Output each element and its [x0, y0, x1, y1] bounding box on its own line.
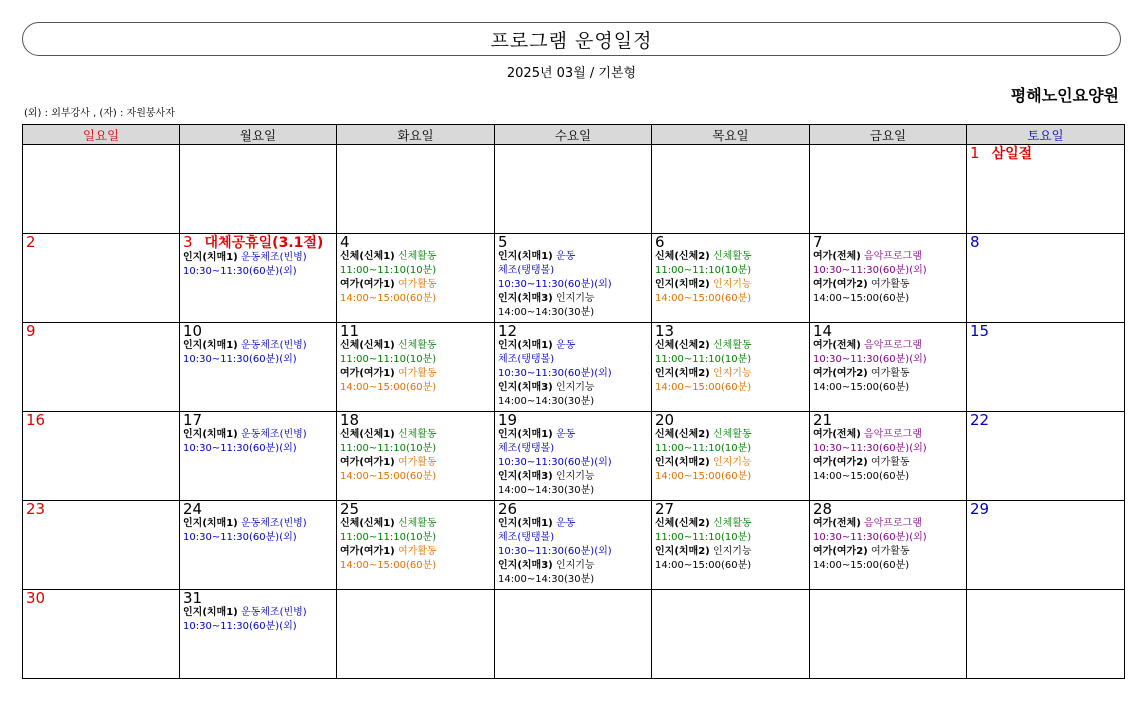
day-cell [810, 501, 967, 590]
page-title: 프로그램 운영일정 [490, 29, 653, 52]
weekday-header: 금요일 [810, 125, 967, 145]
day-number: 29 [970, 500, 990, 518]
fri-event-1: 여가(전체) 음악프로그램 10:30~11:30(60분)(외) [813, 340, 927, 365]
wed-event-2: 인지(치매3) 인지기능 14:00~14:30(30분) [498, 560, 595, 585]
fri-event-1: 여가(전체) 음악프로그램 10:30~11:30(60분)(외) [813, 251, 927, 276]
empty-day-cell [180, 145, 337, 234]
week-row [23, 412, 1125, 501]
day-number: 21 [813, 411, 833, 429]
thu-event-1: 신체(신체2) 신체활동 11:00~11:10(10분) [655, 251, 752, 276]
day-cell [23, 501, 180, 590]
day-number: 5 [498, 233, 508, 251]
wed-event-1: 인지(치매1) 운동 체조(탱탱볼) 10:30~11:30(60분)(외) [498, 429, 612, 468]
day-cell [337, 234, 495, 323]
day-number: 11 [340, 322, 360, 340]
week-row [23, 501, 1125, 590]
day-number: 14 [813, 322, 833, 340]
day-number: 8 [970, 233, 980, 251]
day-number: 15 [970, 322, 990, 340]
weekday-header: 목요일 [652, 125, 810, 145]
day-cell [23, 412, 180, 501]
day-number: 31 [183, 589, 203, 607]
fri-event-1: 여가(전체) 음악프로그램 10:30~11:30(60분)(외) [813, 429, 927, 454]
tue-event-1: 신체(신체1) 신체활동 11:00~11:10(10분) [340, 429, 437, 454]
day-cell [495, 412, 652, 501]
day-cell [967, 412, 1125, 501]
wed-event-1: 인지(치매1) 운동 체조(탱탱볼) 10:30~11:30(60분)(외) [498, 518, 612, 557]
day-cell [967, 501, 1125, 590]
day-cell [337, 323, 495, 412]
tue-event-1: 신체(신체1) 신체활동 11:00~11:10(10분) [340, 251, 437, 276]
day-cell [337, 412, 495, 501]
mon-event: 인지(치매1) 운동체조(빈병) 10:30~11:30(60분)(외) [183, 429, 307, 454]
day-number: 13 [655, 322, 675, 340]
tue-event-1: 신체(신체1) 신체활동 11:00~11:10(10분) [340, 340, 437, 365]
day-cell [967, 145, 1125, 234]
day-number: 9 [26, 322, 36, 340]
day-cell [967, 234, 1125, 323]
day-number: 12 [498, 322, 518, 340]
fri-event-2: 여가(여가2) 여가활동 14:00~15:00(60분) [813, 546, 910, 571]
legend-note: (외) : 외부강사 , (자) : 자원봉사자 [24, 108, 175, 119]
fri-event-2: 여가(여가2) 여가활동 14:00~15:00(60분) [813, 457, 910, 482]
empty-day-cell [810, 590, 967, 679]
day-cell [180, 323, 337, 412]
day-cell [495, 501, 652, 590]
day-cell [23, 234, 180, 323]
day-number: 17 [183, 411, 203, 429]
day-number: 18 [340, 411, 360, 429]
wed-event-1: 인지(치매1) 운동 체조(탱탱볼) 10:30~11:30(60분)(외) [498, 340, 612, 379]
weekday-header: 일요일 [23, 125, 180, 145]
day-cell [652, 501, 810, 590]
org-name: 평해노인요양원 [1010, 86, 1119, 105]
thu-event-1: 신체(신체2) 신체활동 11:00~11:10(10분) [655, 429, 752, 454]
thu-event-2: 인지(치매2) 인지기능 14:00~15:00(60분) [655, 457, 752, 482]
thu-event-2: 인지(치매2) 인지기능 14:00~15:00(60분) [655, 279, 752, 304]
weekday-header: 화요일 [337, 125, 495, 145]
day-number: 7 [813, 233, 823, 251]
empty-day-cell [337, 145, 495, 234]
holiday-label: 삼일절 [991, 146, 1033, 162]
day-cell [652, 323, 810, 412]
day-number: 6 [655, 233, 665, 251]
holiday-label: 대체공휴일(3.1절) [204, 235, 324, 251]
day-number: 2 [26, 233, 36, 251]
week-row [23, 145, 1125, 234]
tue-event-1: 신체(신체1) 신체활동 11:00~11:10(10분) [340, 518, 437, 543]
tue-event-2: 여가(여가1) 여가활동 14:00~15:00(60분) [340, 368, 437, 393]
thu-event-1: 신체(신체2) 신체활동 11:00~11:10(10분) [655, 340, 752, 365]
mon-event: 인지(치매1) 운동체조(빈병) 10:30~11:30(60분)(외) [183, 607, 307, 632]
empty-day-cell [810, 145, 967, 234]
empty-day-cell [495, 590, 652, 679]
wed-event-2: 인지(치매3) 인지기능 14:00~14:30(30분) [498, 293, 595, 318]
day-cell [180, 590, 337, 679]
mon-event: 인지(치매1) 운동체조(빈병) 10:30~11:30(60분)(외) [183, 340, 307, 365]
day-number: 26 [498, 500, 518, 518]
week-row [23, 590, 1125, 679]
fri-event-2: 여가(여가2) 여가활동 14:00~15:00(60분) [813, 368, 910, 393]
tue-event-2: 여가(여가1) 여가활동 14:00~15:00(60분) [340, 457, 437, 482]
tue-event-2: 여가(여가1) 여가활동 14:00~15:00(60분) [340, 546, 437, 571]
day-number: 20 [655, 411, 675, 429]
day-cell [180, 412, 337, 501]
weekday-header: 수요일 [495, 125, 652, 145]
empty-day-cell [337, 590, 495, 679]
day-cell [495, 323, 652, 412]
thu-event-2: 인지(치매2) 인지기능 14:00~15:00(60분) [655, 368, 752, 393]
week-row [23, 234, 1125, 323]
day-cell [337, 501, 495, 590]
fri-event-2: 여가(여가2) 여가활동 14:00~15:00(60분) [813, 279, 910, 304]
fri-event-1: 여가(전체) 음악프로그램 10:30~11:30(60분)(외) [813, 518, 927, 543]
day-cell [652, 234, 810, 323]
wed-event-2: 인지(치매3) 인지기능 14:00~14:30(30분) [498, 382, 595, 407]
thu-event-2: 인지(치매2) 인지기능 14:00~15:00(60분) [655, 546, 752, 571]
empty-day-cell [652, 145, 810, 234]
day-cell [810, 323, 967, 412]
day-number: 30 [26, 589, 46, 607]
day-cell [23, 590, 180, 679]
weekday-header: 월요일 [180, 125, 337, 145]
page-title-box [22, 22, 1121, 56]
day-cell [810, 234, 967, 323]
day-number: 1 [970, 144, 980, 162]
day-cell [967, 323, 1125, 412]
day-number: 19 [498, 411, 518, 429]
thu-event-1: 신체(신체2) 신체활동 11:00~11:10(10분) [655, 518, 752, 543]
empty-day-cell [652, 590, 810, 679]
day-cell [180, 501, 337, 590]
day-number: 27 [655, 500, 675, 518]
day-cell [495, 234, 652, 323]
day-number: 24 [183, 500, 203, 518]
day-number: 22 [970, 411, 990, 429]
day-number: 23 [26, 500, 46, 518]
wed-event-2: 인지(치매3) 인지기능 14:00~14:30(30분) [498, 471, 595, 496]
weekday-header: 토요일 [967, 125, 1125, 145]
empty-day-cell [495, 145, 652, 234]
day-number: 25 [340, 500, 360, 518]
empty-day-cell [967, 590, 1125, 679]
day-number: 28 [813, 500, 833, 518]
day-number: 4 [340, 233, 350, 251]
mon-event: 인지(치매1) 운동체조(빈병) 10:30~11:30(60분)(외) [183, 252, 307, 277]
page-subtitle: 2025년 03월 / 기본형 [506, 66, 637, 81]
mon-event: 인지(치매1) 운동체조(빈병) 10:30~11:30(60분)(외) [183, 518, 307, 543]
day-cell [180, 234, 337, 323]
calendar-table [22, 124, 1125, 679]
weekday-header-row [23, 125, 1125, 145]
day-number: 10 [183, 322, 203, 340]
week-row [23, 323, 1125, 412]
day-cell [810, 412, 967, 501]
day-cell [652, 412, 810, 501]
wed-event-1: 인지(치매1) 운동 체조(탱탱볼) 10:30~11:30(60분)(외) [498, 251, 612, 290]
day-number: 3 [183, 233, 193, 251]
day-number: 16 [26, 411, 46, 429]
tue-event-2: 여가(여가1) 여가활동 14:00~15:00(60분) [340, 279, 437, 304]
day-cell [23, 323, 180, 412]
empty-day-cell [23, 145, 180, 234]
